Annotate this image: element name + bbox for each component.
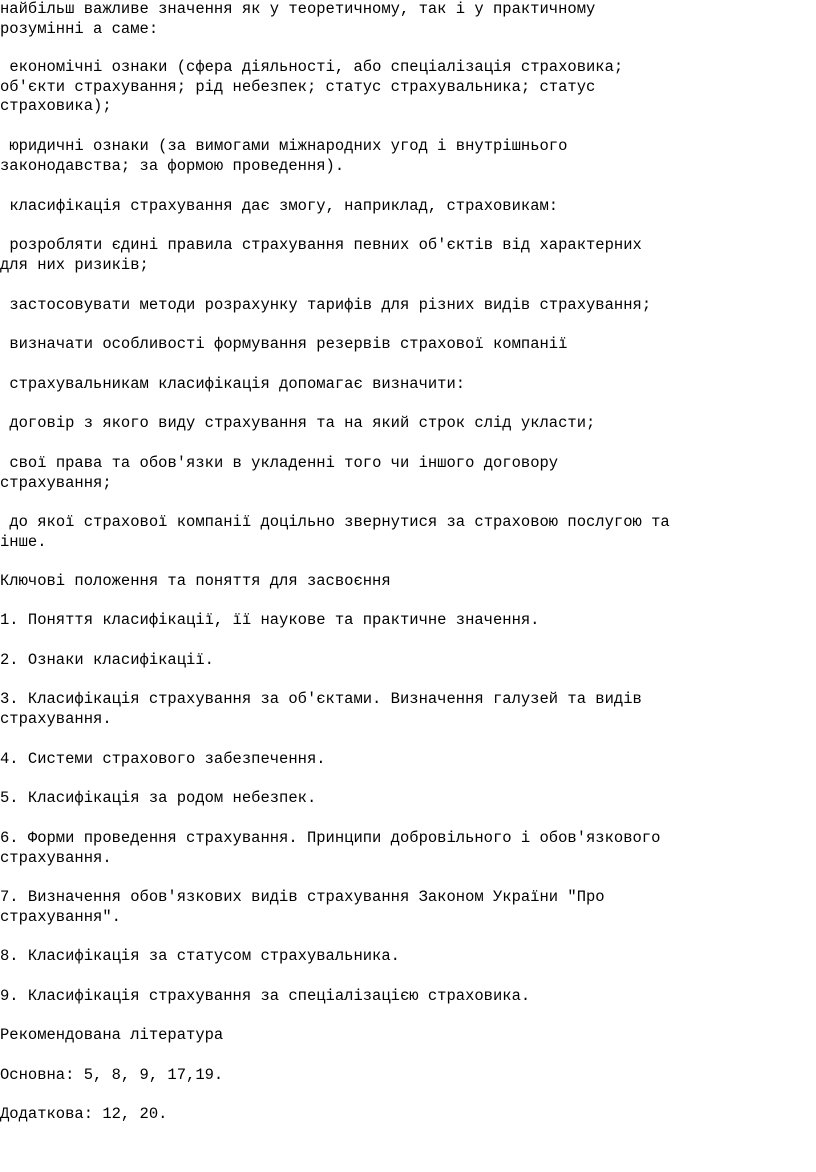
paragraph-intro: найбільш важливе значення як у теоретичному, так і у практичному розумінні а саме: (0, 0, 596, 38)
list-item-4: 4. Системи страхового забезпечення. (0, 750, 326, 768)
list-item-1: 1. Поняття класифікації, її наукове та практичне значення. (0, 611, 540, 629)
paragraph-classification: класифікація страхування дає змогу, наприклад, страховикам: (0, 197, 559, 215)
list-item-8: 8. Класифікація за статусом страхувальника. (0, 947, 400, 965)
list-item-7: 7. Визначення обов'язкових видів страхування Законом України "Про страхування". (0, 888, 605, 926)
paragraph-legal-signs: юридичні ознаки (за вимогами міжнародних угод і внутрішнього законодавства; за формою проведення). (0, 137, 568, 175)
list-item-6: 6. Форми проведення страхування. Принципи добровільного і обов'язкового страхування. (0, 829, 661, 867)
literature-additional: Додаткова: 12, 20. (0, 1105, 168, 1123)
paragraph-tariff-methods: застосовувати методи розрахунку тарифів для різних видів страхування; (0, 296, 652, 314)
literature-main: Основна: 5, 8, 9, 17,19. (0, 1066, 224, 1084)
section-heading-key-points: Ключові положення та поняття для засвоєння (0, 572, 391, 590)
paragraph-rights-duties: свої права та обов'язки в укладенні того чи іншого договору страхування; (0, 454, 559, 492)
paragraph-policyholders: страхувальникам класифікація допомагає визначити: (0, 375, 466, 393)
list-item-5: 5. Класифікація за родом небезпек. (0, 789, 317, 807)
list-item-2: 2. Ознаки класифікації. (0, 651, 214, 669)
paragraph-contract-type: договір з якого виду страхування та на який строк слід укласти; (0, 414, 596, 432)
section-heading-literature: Рекомендована література (0, 1026, 224, 1044)
paragraph-which-company: до якої страхової компанії доцільно звернутися за страховою послугою та інше. (0, 513, 670, 551)
paragraph-reserves: визначати особливості формування резервів страхової компанії (0, 335, 568, 353)
list-item-3: 3. Класифікація страхування за об'єктами. Визначення галузей та видів страхування. (0, 690, 642, 728)
paragraph-develop-rules: розробляти єдині правила страхування певних об'єктів від характерних для них ризиків; (0, 236, 642, 274)
paragraph-economic-signs: економічні ознаки (сфера діяльності, або спеціалізація страховика; об'єкти страхування; рід небезпек; статус страхувальника; статус страховика); (0, 58, 624, 115)
list-item-9: 9. Класифікація страхування за спеціалізацією страховика. (0, 987, 531, 1005)
